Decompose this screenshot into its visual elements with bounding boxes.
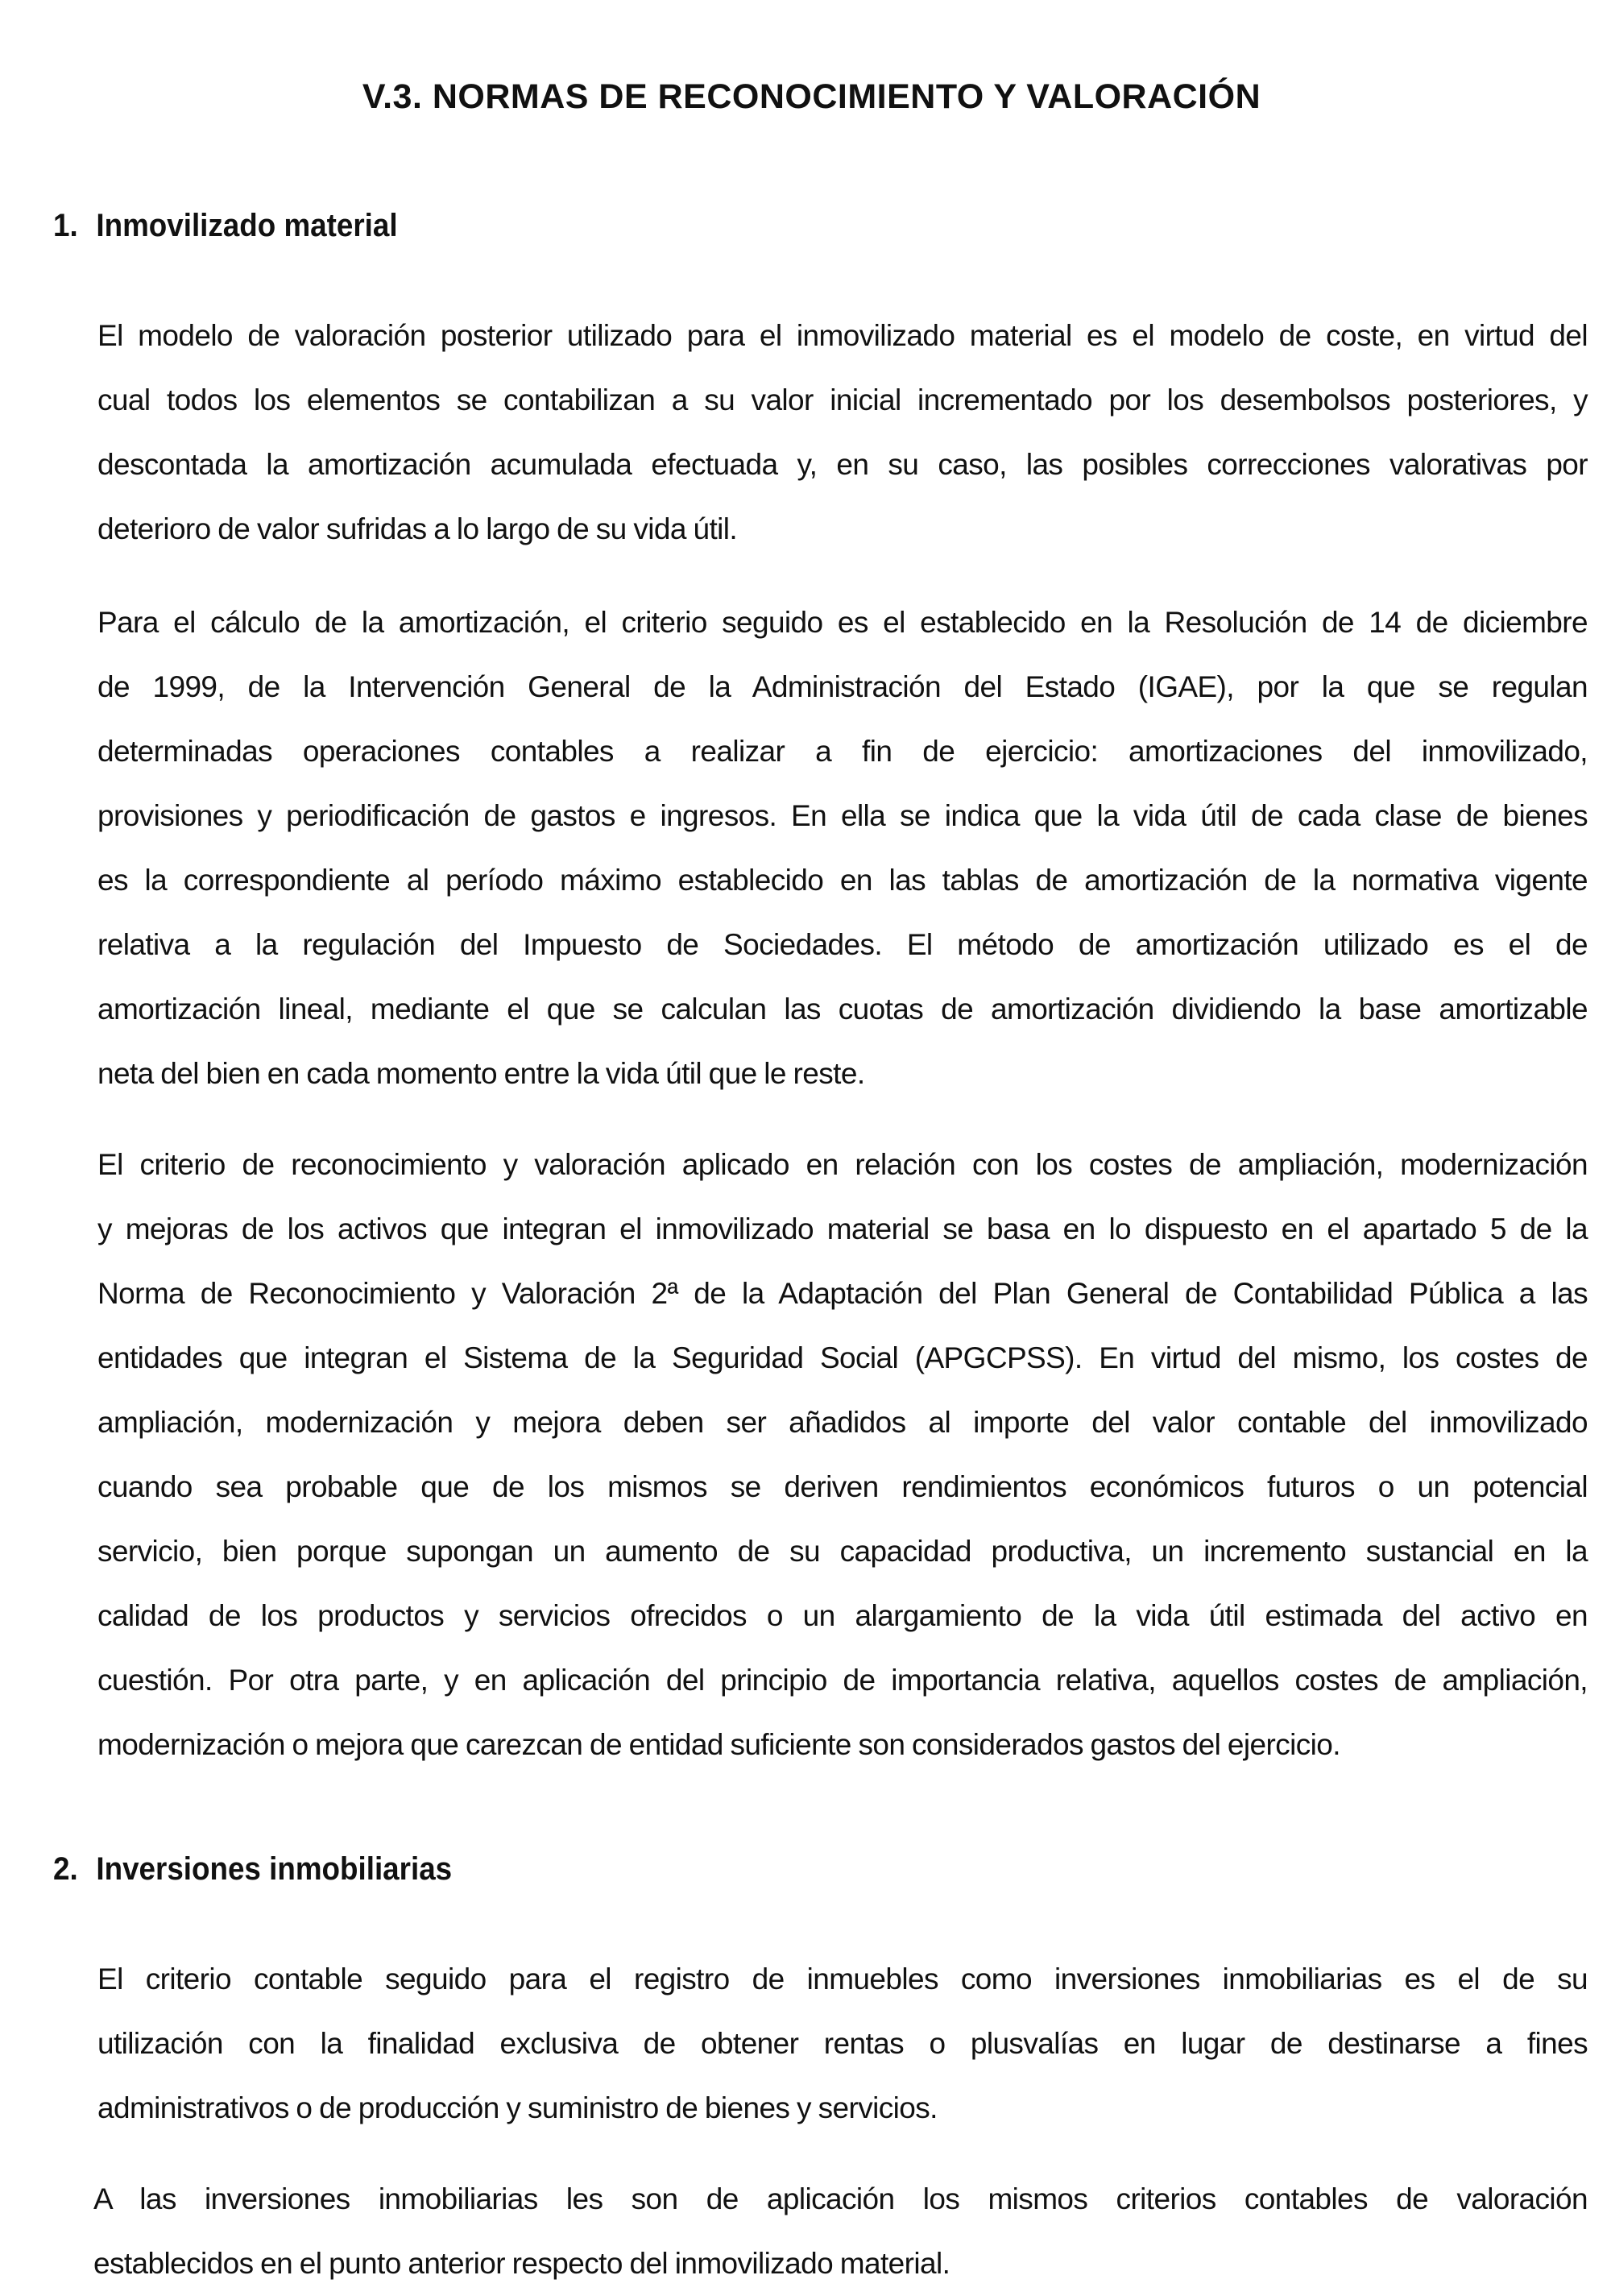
text-line: provisiones y periodificación de gastos e ingresos. En ella se indica que la vida útil de cada clase de bienes (97, 799, 1588, 832)
paragraph (97, 1947, 1588, 2141)
text-line: relativa a la regulación del Impuesto de Sociedades. El método de amortización utilizado es el de (97, 928, 1588, 961)
section-number: 2. (53, 1851, 78, 1887)
text-line: cuestión. Por otra parte, y en aplicación del principio de importancia relativa, aquellos costes de ampliación, (97, 1664, 1588, 1697)
text-line: El criterio contable seguido para el registro de inmuebles como inversiones inmobiliarias es el de su (97, 1962, 1588, 1996)
paragraph (97, 1133, 1588, 1777)
text-line: El modelo de valoración posterior utilizado para el inmovilizado material es el modelo de coste, en virtud del (97, 319, 1588, 352)
text-line: Norma de Reconocimiento y Valoración 2ª de la Adaptación del Plan General de Contabilidad Pública a las (97, 1277, 1588, 1310)
text-line: y mejoras de los activos que integran el inmovilizado material se basa en lo dispuesto en el apartado 5 de la (97, 1212, 1588, 1245)
text-line: utilización con la finalidad exclusiva de obtener rentas o plusvalías en lugar de destinarse a fines (97, 2027, 1588, 2060)
text-line: descontada la amortización acumulada efectuada y, en su caso, las posibles correcciones valorativas por (97, 448, 1588, 481)
text-line: calidad de los productos y servicios ofrecidos o un alargamiento de la vida útil estimada del activo en (97, 1599, 1588, 1632)
section-heading-inmovilizado-material (53, 208, 398, 244)
text-line: Para el cálculo de la amortización, el criterio seguido es el establecido en la Resolución de 14 de diciembre (97, 606, 1588, 639)
text-line: El criterio de reconocimiento y valoración aplicado en relación con los costes de ampliación, modernización (97, 1148, 1588, 1181)
text-line: neta del bien en cada momento entre la vida útil que le reste. (97, 1057, 865, 1090)
text-line: ampliación, modernización y mejora deben ser añadidos al importe del valor contable del inmovilizado (97, 1406, 1588, 1439)
text-line: cual todos los elementos se contabilizan a su valor inicial incrementado por los desembolsos posteriores, y (97, 383, 1588, 417)
paragraph (97, 304, 1588, 562)
paragraph (93, 2167, 1588, 2296)
text-line: administrativos o de producción y suministro de bienes y servicios. (97, 2091, 938, 2124)
text-line: amortización lineal, mediante el que se calculan las cuotas de amortización dividiendo la base amortizable (97, 993, 1588, 1026)
text-line: deterioro de valor sufridas a lo largo de su vida útil. (97, 512, 738, 545)
document-title: V.3. NORMAS DE RECONOCIMIENTO Y VALORACIÓN (362, 77, 1261, 116)
text-line: establecidos en el punto anterior respecto del inmovilizado material. (93, 2247, 950, 2280)
section-title: Inmovilizado material (96, 208, 398, 243)
text-line: determinadas operaciones contables a realizar a fin de ejercicio: amortizaciones del inmovilizado, (97, 735, 1588, 768)
text-line: de 1999, de la Intervención General de la Administración del Estado (IGAE), por la que se regulan (97, 670, 1588, 703)
text-line: A las inversiones inmobiliarias les son de aplicación los mismos criterios contables de valoración (93, 2182, 1588, 2215)
section-title: Inversiones inmobiliarias (96, 1851, 453, 1887)
text-line: es la correspondiente al período máximo establecido en las tablas de amortización de la normativa vigente (97, 864, 1588, 897)
section-number: 1. (53, 208, 78, 243)
section-heading-inversiones-inmobiliarias (53, 1851, 452, 1888)
text-line: servicio, bien porque supongan un aumento de su capacidad productiva, un incremento sustancial en la (97, 1535, 1588, 1568)
paragraph (97, 591, 1588, 1106)
text-line: modernización o mejora que carezcan de entidad suficiente son considerados gastos del ejercicio. (97, 1728, 1340, 1761)
text-line: cuando sea probable que de los mismos se deriven rendimientos económicos futuros o un potencial (97, 1470, 1588, 1503)
text-line: entidades que integran el Sistema de la Seguridad Social (APGCPSS). En virtud del mismo, los costes de (97, 1341, 1588, 1374)
